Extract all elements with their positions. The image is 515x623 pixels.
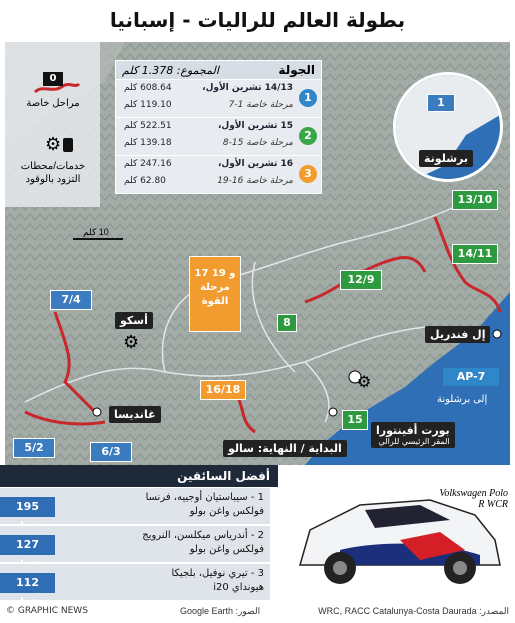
port-aventura-label: [371, 422, 455, 448]
stage-label-17-19: 17 و 19: [194, 268, 236, 279]
driver-name: 1 - سيباستيان أوجييه، فرنسا: [145, 492, 264, 503]
driver-name: 3 - تيري نوفيل، بلجيكا: [171, 568, 264, 579]
schedule-header: [116, 61, 321, 79]
day-stages: مرحلة خاصة 1-7: [228, 100, 293, 110]
footer-credit: © GRAPHIC NEWS: [6, 606, 88, 616]
inset-city-label: برشلونة: [419, 150, 473, 167]
stages-legend-label: مراحل خاصة: [26, 98, 80, 109]
stage-label-14-11: 14/11: [452, 244, 498, 264]
car-model: Volkswagen Polo: [439, 488, 508, 499]
day-badge: 3: [299, 165, 317, 183]
town-gandesa: غانديسا: [109, 406, 161, 423]
driver-name: 2 - أندرياس ميكلسن، النرويج: [142, 530, 264, 541]
day-date: 16 تشرين الأول،: [217, 159, 293, 169]
stage-label-6-3: 6/3: [90, 442, 132, 462]
footer-source: المصدر: WRC, RACC Catalunya-Costa Daurada: [318, 606, 509, 616]
schedule-row: [116, 117, 321, 155]
car-caption: [428, 488, 508, 510]
day-stage-km: 139.18 كلم: [124, 138, 172, 148]
day-total-km: 608.64 كلم: [124, 83, 172, 93]
footer-images: الصور: Google Earth: [180, 606, 261, 616]
power-stage-label: مرحلة القوة: [200, 282, 230, 307]
driver-row: [0, 488, 270, 526]
ap7-road-sign: AP-7: [443, 368, 499, 386]
legend: [5, 42, 100, 207]
schedule-total: المجموع: 1.378 كلم: [122, 63, 219, 77]
day-total-km: 522.51 كلم: [124, 121, 172, 131]
day-stages: مرحلة خاصة 16-19: [217, 176, 293, 186]
schedule-row: [116, 155, 321, 193]
page-title: بطولة العالم للراليات - إسبانيا: [109, 8, 406, 32]
day-stages: مرحلة خاصة 15-8: [222, 138, 293, 148]
schedule-header-right: الجولة: [278, 63, 315, 77]
driver-row: [0, 526, 270, 564]
to-barcelona-label: إلى برشلونة: [437, 394, 488, 405]
town-el-vendrell: إل فندريل: [425, 326, 490, 343]
driver-points: 112 نقطة: [0, 573, 55, 593]
schedule-row: [116, 79, 321, 117]
schedule-table: [115, 60, 322, 194]
gear-icon: ⚙: [45, 134, 62, 155]
day-badge: 2: [299, 127, 317, 145]
services-legend-label: خدمات/محطات التزود بالوقود: [20, 161, 86, 185]
day-stage-km: 119.10 كلم: [124, 100, 172, 110]
day-stage-km: 62.80 كلم: [124, 176, 166, 186]
driver-car: فولكس واغن بولو: [189, 544, 264, 555]
gear-icon: ⚙: [123, 332, 140, 353]
stage-label-12-9: 12/9: [340, 270, 382, 290]
fuel-pump-icon: [63, 138, 73, 152]
scale-label: 10 كلم: [83, 227, 109, 237]
power-stage-box: [189, 256, 241, 332]
driver-car: فولكس واغن بولو: [189, 506, 264, 517]
town-asco: أسكو: [115, 312, 153, 329]
day-date: 14/13 تشرين الأول،: [202, 83, 293, 93]
driver-car: هيونداي i20: [213, 582, 264, 593]
stage-label-7-4: 7/4: [50, 290, 92, 310]
stage-label-8: 8: [277, 314, 297, 332]
stage-legend-badge: 0: [43, 72, 63, 86]
inset-badge: 1: [427, 94, 455, 112]
driver-points: 195: [0, 497, 55, 517]
day-total-km: 247.16 كلم: [124, 159, 172, 169]
day-badge: 1: [299, 89, 317, 107]
day-date: 15 تشرين الأول،: [217, 121, 293, 131]
driver-points: 127: [0, 535, 55, 555]
start-finish-salou: البداية / النهاية: سالو: [223, 440, 347, 457]
scale-bar: [73, 238, 123, 240]
stage-label-5-2: 5/2: [13, 438, 55, 458]
driver-row: [0, 564, 270, 609]
top-drivers-header: أفضل السائقين: [0, 465, 278, 487]
stage-label-13-10: 13/10: [452, 190, 498, 210]
port-aventura-name: بورت أفينتورا: [376, 424, 450, 437]
car-class: R WCR: [478, 499, 508, 510]
gear-icon: ⚙: [357, 372, 372, 391]
stage-label-16-18: 16/18: [200, 380, 246, 400]
stage-label-15: 15: [342, 410, 368, 430]
port-aventura-sub: المقر الرئيسي للرالي: [378, 437, 450, 446]
map-area: [5, 42, 510, 465]
